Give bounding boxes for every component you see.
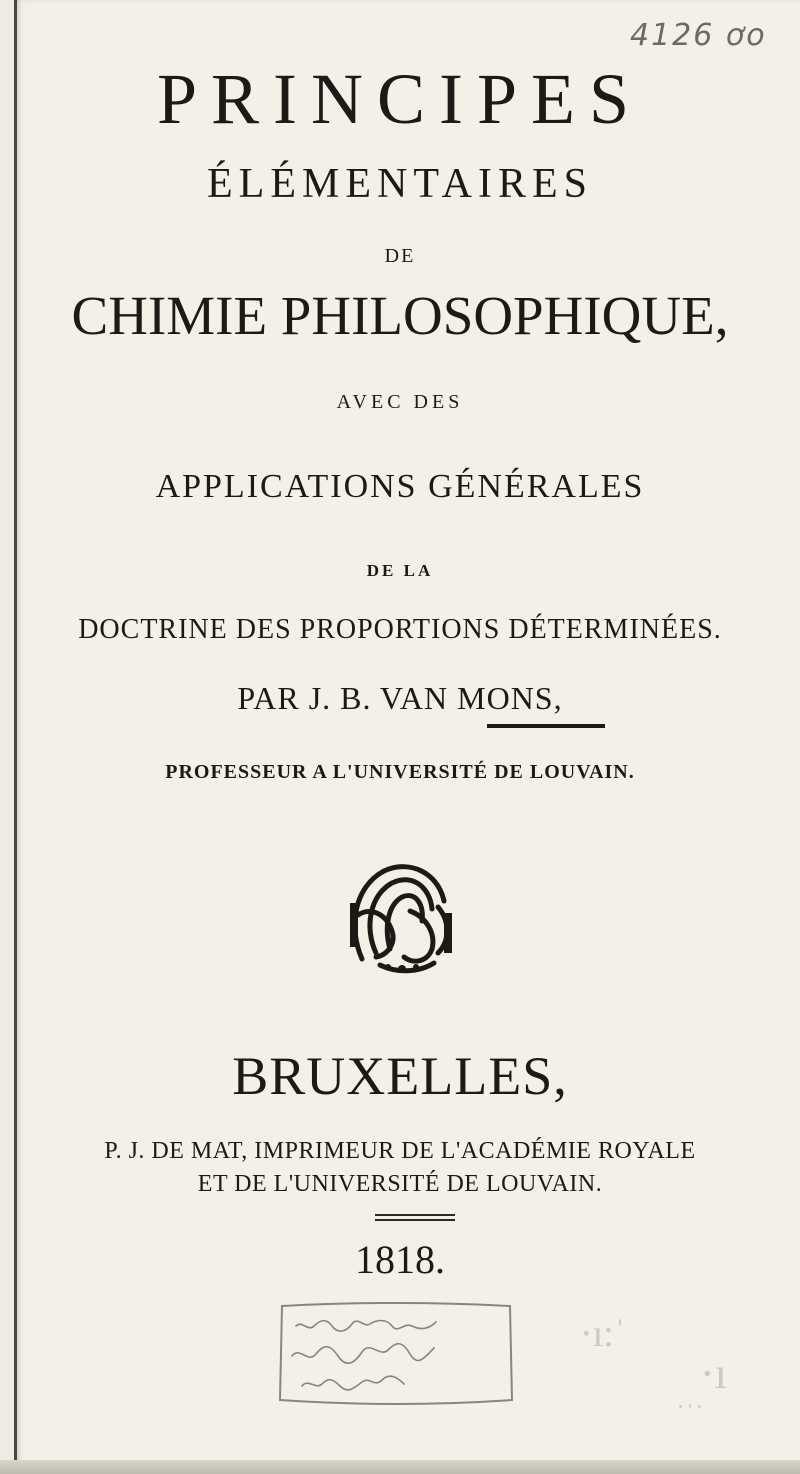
author-position: PROFESSEUR A L'UNIVERSITÉ DE LOUVAIN. — [165, 761, 635, 783]
imprint-printer-line2: ET DE L'UNIVERSITÉ DE LOUVAIN. — [197, 1171, 603, 1197]
imprint-city: BRUXELLES, — [232, 1046, 568, 1106]
title-de-la: DE LA — [366, 561, 434, 580]
title-avec-des: AVEC DES — [336, 391, 464, 413]
title-applications-generales: APPLICATIONS GÉNÉRALES — [155, 468, 645, 505]
title-de: DE — [384, 245, 416, 267]
printers-monogram-icon — [340, 857, 464, 977]
imprint-rule-top — [375, 1214, 455, 1216]
title-doctrine: DOCTRINE DES PROPORTIONS DÉTERMINÉES. — [78, 614, 722, 645]
title-chimie-philosophique: CHIMIE PHILOSOPHIQUE, — [71, 285, 729, 346]
bleed-through-mark: ·ı:ˈ — [580, 1313, 627, 1355]
author-byline: PAR J. B. VAN MONS, — [237, 680, 563, 716]
imprint-printer-line1: P. J. DE MAT, IMPRIMEUR DE L'ACADÉMIE ROYALE — [104, 1138, 696, 1164]
bleed-through-mark: ·ı — [700, 1349, 727, 1398]
page-bottom-edge — [0, 1460, 800, 1474]
imprint-rule-bottom — [375, 1219, 455, 1221]
imprint-year: 1818. — [355, 1237, 445, 1282]
library-stamp-icon — [272, 1300, 520, 1408]
title-principes: PRINCIPES — [156, 59, 644, 139]
title-elementaires: ÉLÉMENTAIRES — [207, 161, 593, 207]
author-name-underline — [487, 724, 605, 728]
bleed-through-mark: ˙ˈ˙ — [676, 1400, 704, 1431]
shelfmark: 4126 ơo — [630, 18, 767, 53]
